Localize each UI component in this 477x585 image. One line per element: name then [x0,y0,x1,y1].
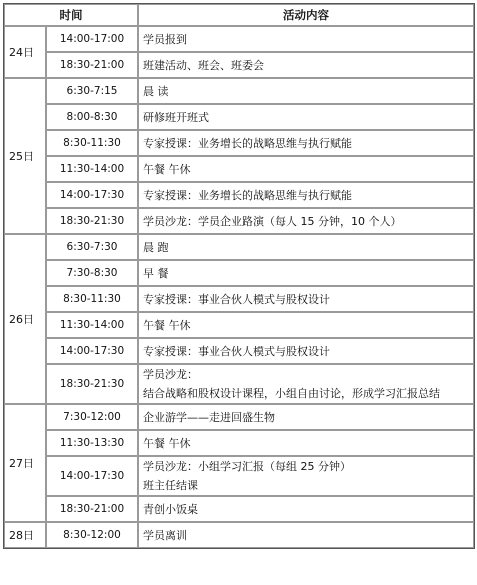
time-cell: 14:00-17:30 [46,182,138,208]
activity-text: 研修班开班式 [143,110,209,124]
time-cell: 6:30-7:15 [46,78,138,104]
header-row [4,4,474,26]
activity-cell [138,338,474,364]
schedule-body [4,26,474,548]
time-cell: 18:30-21:30 [46,364,138,404]
activity-text: 结合战略和股权设计课程，小组自由讨论，形成学习汇报总结 [143,387,440,400]
day-cell: 24日 [4,26,46,78]
schedule-row [4,130,474,156]
activity-cell [138,522,474,548]
schedule-row [4,496,474,522]
day-cell: 27日 [4,404,46,522]
activity-cell [138,260,474,286]
schedule-table [3,3,475,549]
activity-cell [138,182,474,208]
day-cell: 26日 [4,234,46,404]
time-cell: 14:00-17:30 [46,456,138,496]
activity-text: 学员报到 [143,32,187,46]
schedule-row [4,364,474,404]
activity-cell [138,156,474,182]
schedule-row [4,260,474,286]
day-cell: 28日 [4,522,46,548]
activity-text: 学员沙龙：学员企业路演（每人 15 分钟，10 个人） [143,214,402,228]
schedule-row [4,286,474,312]
activity-cell [138,234,474,260]
schedule-row [4,456,474,496]
activity-cell [138,26,474,52]
activity-cell [138,496,474,522]
time-cell: 8:30-11:30 [46,130,138,156]
activity-text: 专家授课：事业合伙人模式与股权设计 [143,344,330,358]
activity-text: 午餐 午休 [143,436,191,450]
schedule-row [4,312,474,338]
activity-cell [138,430,474,456]
time-cell: 7:30-8:30 [46,260,138,286]
schedule-row [4,338,474,364]
activity-text: 学员沙龙：小组学习汇报（每组 25 分钟） [143,460,351,473]
time-cell: 11:30-13:30 [46,430,138,456]
activity-text: 早 餐 [143,266,169,280]
time-cell: 18:30-21:00 [46,52,138,78]
activity-text: 学员离训 [143,528,187,542]
schedule-row [4,404,474,430]
activity-cell [138,104,474,130]
schedule-row [4,234,474,260]
time-cell: 8:30-11:30 [46,286,138,312]
schedule-row [4,156,474,182]
activity-cell [138,364,474,404]
schedule-row [4,26,474,52]
schedule-row [4,522,474,548]
schedule-row [4,52,474,78]
activity-text: 晨 读 [143,84,169,98]
activity-cell [138,312,474,338]
activity-text: 班建活动、班会、班委会 [143,58,264,72]
activity-text: 专家授课：业务增长的战略思维与执行赋能 [143,188,352,202]
schedule-row [4,78,474,104]
activity-cell [138,456,474,496]
activity-text: 午餐 午休 [143,318,191,332]
activity-cell [138,286,474,312]
time-cell: 18:30-21:30 [46,208,138,234]
activity-cell [138,52,474,78]
schedule-row [4,208,474,234]
activity-cell [138,130,474,156]
activity-cell [138,404,474,430]
time-cell: 6:30-7:30 [46,234,138,260]
time-cell: 14:00-17:00 [46,26,138,52]
schedule-row [4,104,474,130]
day-cell: 25日 [4,78,46,234]
time-cell: 14:00-17:30 [46,338,138,364]
activity-header: 活动内容 [138,4,474,26]
time-cell: 8:00-8:30 [46,104,138,130]
time-cell: 11:30-14:00 [46,312,138,338]
time-header: 时间 [4,4,138,26]
schedule-row [4,430,474,456]
time-cell: 7:30-12:00 [46,404,138,430]
activity-text: 午餐 午休 [143,162,191,176]
time-cell: 18:30-21:00 [46,496,138,522]
schedule-row [4,182,474,208]
activity-text: 学员沙龙： [143,368,198,381]
activity-text: 专家授课：事业合伙人模式与股权设计 [143,292,330,306]
time-cell: 8:30-12:00 [46,522,138,548]
activity-cell [138,78,474,104]
activity-text: 企业游学——走进回盛生物 [143,410,275,424]
activity-text: 晨 跑 [143,240,169,254]
activity-cell [138,208,474,234]
activity-text: 班主任结课 [143,479,198,492]
activity-text: 青创小饭桌 [143,502,198,516]
activity-text: 专家授课：业务增长的战略思维与执行赋能 [143,136,352,150]
time-cell: 11:30-14:00 [46,156,138,182]
